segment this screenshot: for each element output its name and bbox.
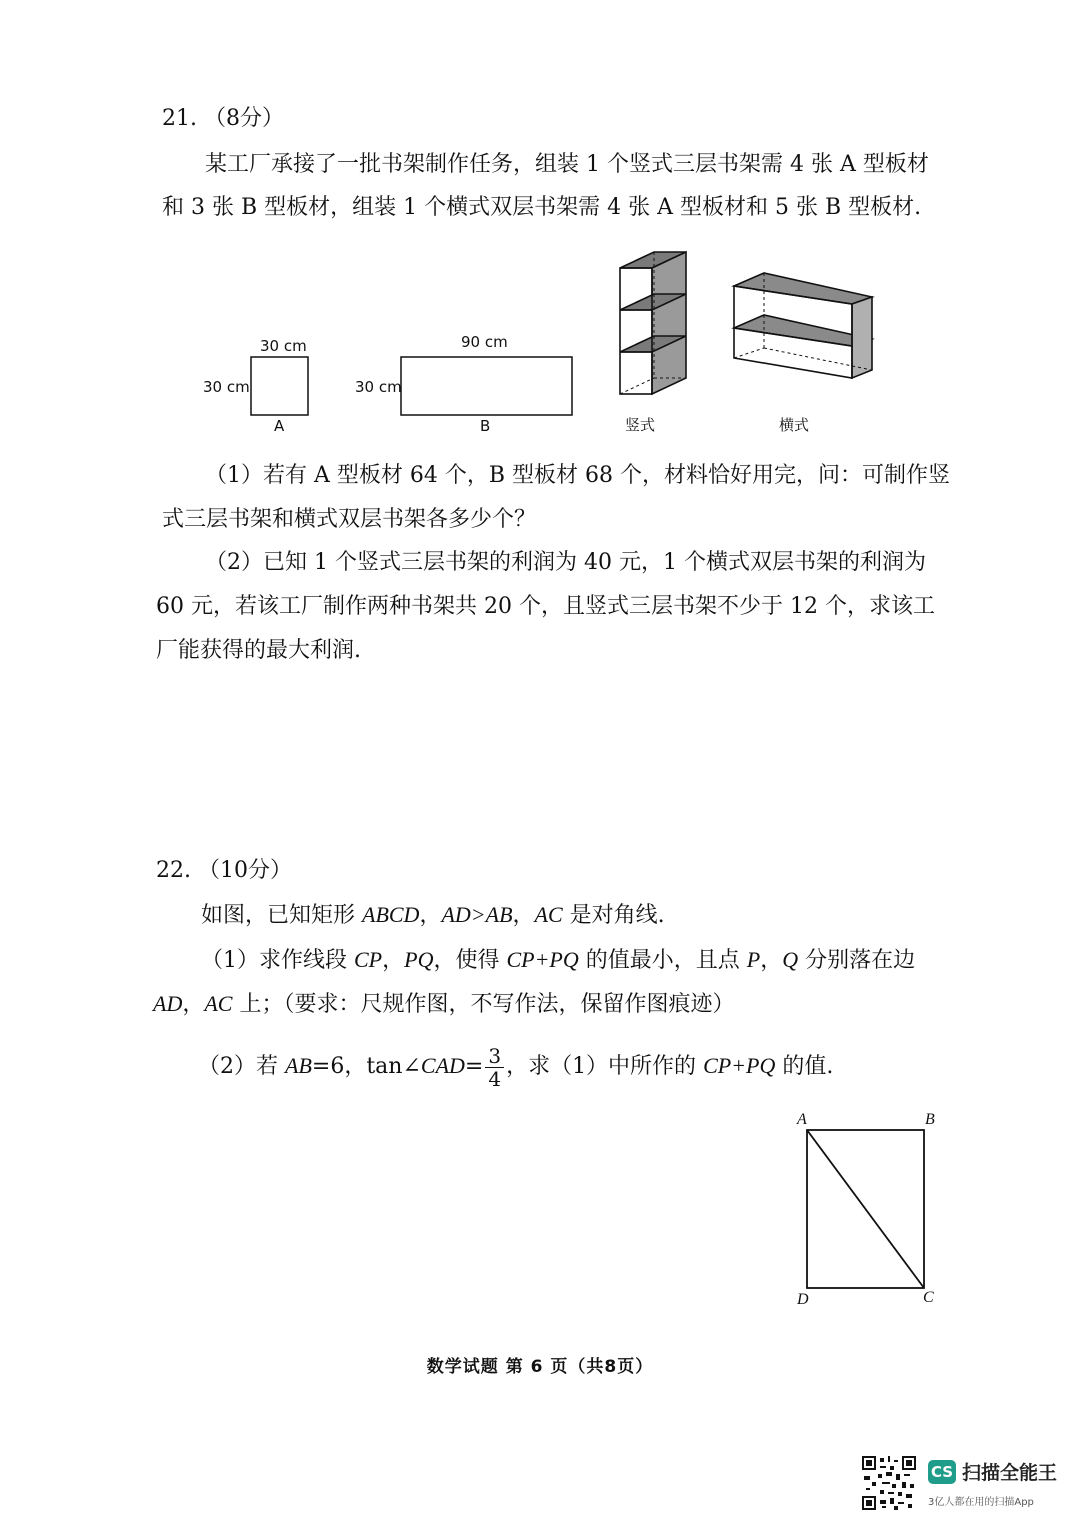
q22-heading: 22. （10分） [156,858,292,883]
camscanner-logo-icon: CS [928,1460,956,1484]
q21-part2-line1: （2）已知 1 个竖式三层书架的利润为 40 元，1 个横式双层书架的利润为 [205,550,926,575]
board-b-height-label: 30 cm [355,378,402,396]
vertical-shelf [620,252,686,394]
q22-rectangle-figure [780,1100,950,1320]
q21-part2-line3: 厂能获得的最大利润. [156,638,361,663]
board-b [401,357,572,415]
board-b-width-label: 90 cm [461,333,508,351]
q21-intro-line2: 和 3 张 B 型板材，组装 1 个横式双层书架需 4 张 A 型板材和 5 张 B 型板材. [162,195,922,220]
q21-part1-line1: （1）若有 A 型板材 64 个，B 型板材 68 个，材料恰好用完，问：可制作竖 [205,463,950,488]
page-footer: 数学试题 第 6 页（共8页） [426,1357,654,1377]
vertex-b-label: B [925,1111,935,1128]
board-a [251,357,308,415]
q21-part2-line2: 60 元，若该工厂制作两种书架共 20 个，且竖式三层书架不少于 12 个，求该工 [156,594,935,619]
diagonal-ac [807,1130,924,1288]
board-b-name: B [480,417,491,435]
vertical-shelf-label: 竖式 [625,416,656,434]
q22-intro: 如图，已知矩形 ABCD，AD>AB，AC 是对角线. [201,902,665,928]
q22-part2: （2）若 AB=6，tan∠CAD= $\frac{3}{4}$ ，求（1）中所作的 CP+PQ 的值. [198,1043,834,1091]
qr-code-icon [862,1456,916,1510]
vertex-d-label: D [797,1291,809,1308]
fraction-three-quarters: $\frac{3}{4}$ [485,1045,504,1090]
q21-heading: 21. （8分） [162,106,284,131]
q21-figure [0,240,1080,440]
board-a-width-label: 30 cm [260,337,307,355]
camscanner-tagline: 3亿人都在用的扫描App [928,1497,1034,1508]
horizontal-shelf [734,273,872,378]
horizontal-shelf-label: 横式 [779,416,810,434]
board-a-name: A [274,417,285,435]
camscanner-brand-name: 扫描全能王 [962,1462,1058,1484]
q22-part1-line1: （1）求作线段 CP，PQ，使得 CP+PQ 的值最小，且点 P，Q 分别落在边 [201,947,916,973]
board-a-height-label: 30 cm [203,378,250,396]
q21-part1-line2: 式三层书架和横式双层书架各多少个？ [162,507,537,532]
q22-part1-line2: AD，AC 上；（要求：尺规作图，不写作法，保留作图痕迹） [153,991,735,1017]
vertex-c-label: C [923,1289,934,1306]
q21-intro-line1: 某工厂承接了一批书架制作任务，组装 1 个竖式三层书架需 4 张 A 型板材 [205,152,929,177]
vertex-a-label: A [797,1111,807,1128]
